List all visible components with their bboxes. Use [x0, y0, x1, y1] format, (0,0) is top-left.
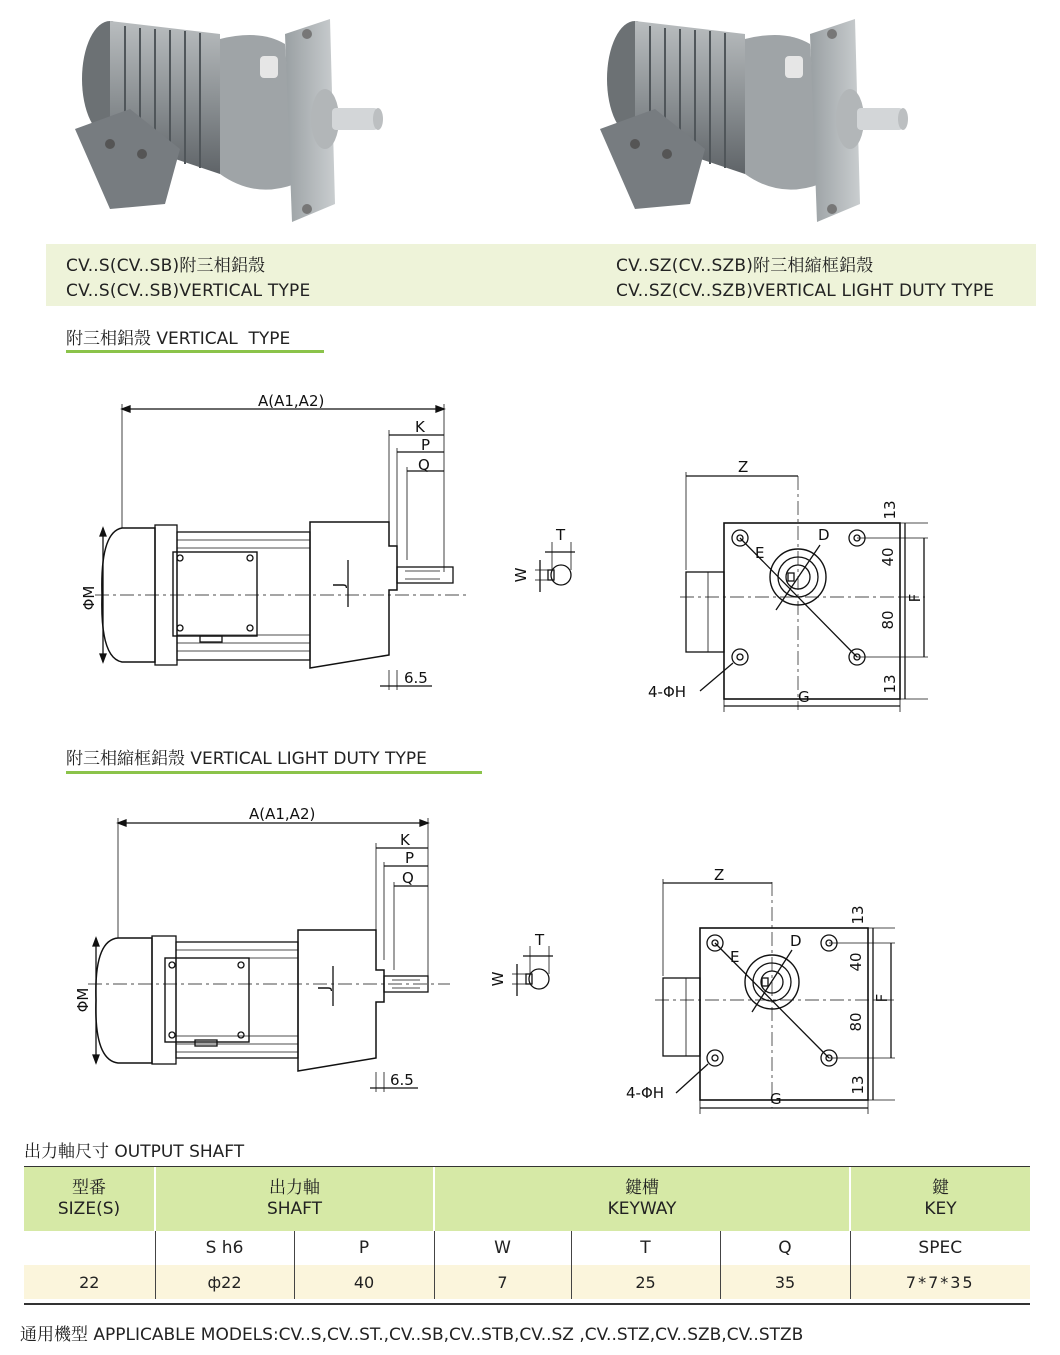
- subheader-cell: SPEC: [850, 1231, 1030, 1265]
- label-F: F: [873, 993, 891, 1003]
- cell-t: 25: [571, 1265, 720, 1299]
- label-A: A(A1,A2): [258, 392, 325, 410]
- label-40: 40: [879, 547, 897, 567]
- cell-size: 22: [24, 1265, 155, 1299]
- label-D: D: [790, 932, 802, 950]
- table-row: [24, 1265, 1030, 1299]
- label-P: P: [421, 436, 431, 454]
- subheader-cell: T: [571, 1231, 720, 1265]
- label-40: 40: [847, 952, 865, 972]
- label-G: G: [770, 1090, 782, 1108]
- label-P: P: [405, 849, 415, 867]
- section-underline: [66, 350, 324, 353]
- label-6-5: 6.5: [404, 669, 428, 687]
- cell-shaft-diameter: ф22: [155, 1265, 294, 1299]
- caption-en-vertical: CV..S(CV..SB)VERTICAL TYPE: [66, 281, 311, 301]
- cell-q: 35: [720, 1265, 850, 1299]
- header-shaft: 出力軸 SHAFT: [155, 1167, 434, 1231]
- label-Z: Z: [738, 458, 749, 476]
- label-W: W: [512, 567, 530, 583]
- label-6-5: 6.5: [390, 1071, 414, 1089]
- subheader-cell: W: [434, 1231, 571, 1265]
- drawing-light-duty: [0, 790, 1060, 1120]
- header-keyway: 鍵槽 KEYWAY: [434, 1167, 850, 1231]
- label-Q: Q: [402, 869, 414, 887]
- cell-p: 40: [294, 1265, 434, 1299]
- table-subheader-row: [24, 1231, 1030, 1265]
- label-80: 80: [879, 610, 897, 630]
- label-H: 4-ΦH: [626, 1084, 665, 1102]
- section-title-light-duty: 附三相縮框鋁殼 VERTICAL LIGHT DUTY TYPE: [66, 749, 427, 769]
- label-E: E: [755, 544, 765, 562]
- motor-photo-vertical: [70, 4, 390, 238]
- label-J: J: [315, 985, 333, 991]
- label-D: D: [818, 526, 830, 544]
- label-H: 4-ΦH: [648, 683, 687, 701]
- label-13-top: 13: [881, 500, 899, 520]
- table-header-row: [24, 1167, 1030, 1231]
- caption-zh-light-duty: CV..SZ(CV..SZB)附三相縮框鋁殼: [616, 256, 874, 276]
- subheader-cell: P: [294, 1231, 434, 1265]
- cell-spec: 7*7*35: [850, 1265, 1030, 1299]
- subheader-cell: Q: [720, 1231, 850, 1265]
- label-F: F: [906, 593, 924, 603]
- table-bottom-rule: [24, 1303, 1030, 1305]
- subheader-cell: [24, 1231, 155, 1265]
- label-A: A(A1,A2): [249, 805, 316, 823]
- table-title: 出力軸尺寸 OUTPUT SHAFT: [24, 1142, 245, 1162]
- label-13-bottom: 13: [881, 674, 899, 694]
- cell-w: 7: [434, 1265, 571, 1299]
- label-13-top: 13: [849, 905, 867, 925]
- drawing-vertical: [0, 380, 1060, 720]
- label-T: T: [556, 526, 566, 544]
- label-K: K: [400, 831, 410, 849]
- label-Z: Z: [714, 866, 725, 884]
- label-W: W: [489, 971, 507, 987]
- section-title-vertical: 附三相鋁殼 VERTICAL TYPE: [66, 329, 291, 349]
- label-K: K: [415, 418, 425, 436]
- label-E: E: [730, 948, 740, 966]
- label-T: T: [535, 931, 545, 949]
- header-size: 型番 SIZE(S): [24, 1167, 155, 1231]
- section-underline: [66, 771, 482, 774]
- label-J: J: [330, 582, 348, 588]
- label-G: G: [798, 688, 810, 706]
- subheader-cell: S h6: [155, 1231, 294, 1265]
- motor-photo-light-duty: [595, 4, 915, 238]
- label-13-bottom: 13: [849, 1075, 867, 1095]
- caption-zh-vertical: CV..S(CV..SB)附三相鋁殼: [66, 256, 266, 276]
- applicable-models: 通用機型 APPLICABLE MODELS:CV..S,CV..ST.,CV..SB,CV..STB,CV..SZ ,CV..STZ,CV..SZB,CV..STZB: [20, 1325, 804, 1345]
- header-key: 鍵 KEY: [850, 1167, 1030, 1231]
- output-shaft-table: [24, 1167, 1030, 1299]
- label-M: ΦM: [74, 987, 92, 1013]
- label-Q: Q: [418, 456, 430, 474]
- caption-en-light-duty: CV..SZ(CV..SZB)VERTICAL LIGHT DUTY TYPE: [616, 281, 995, 301]
- label-80: 80: [847, 1012, 865, 1032]
- label-M: ΦM: [80, 585, 98, 611]
